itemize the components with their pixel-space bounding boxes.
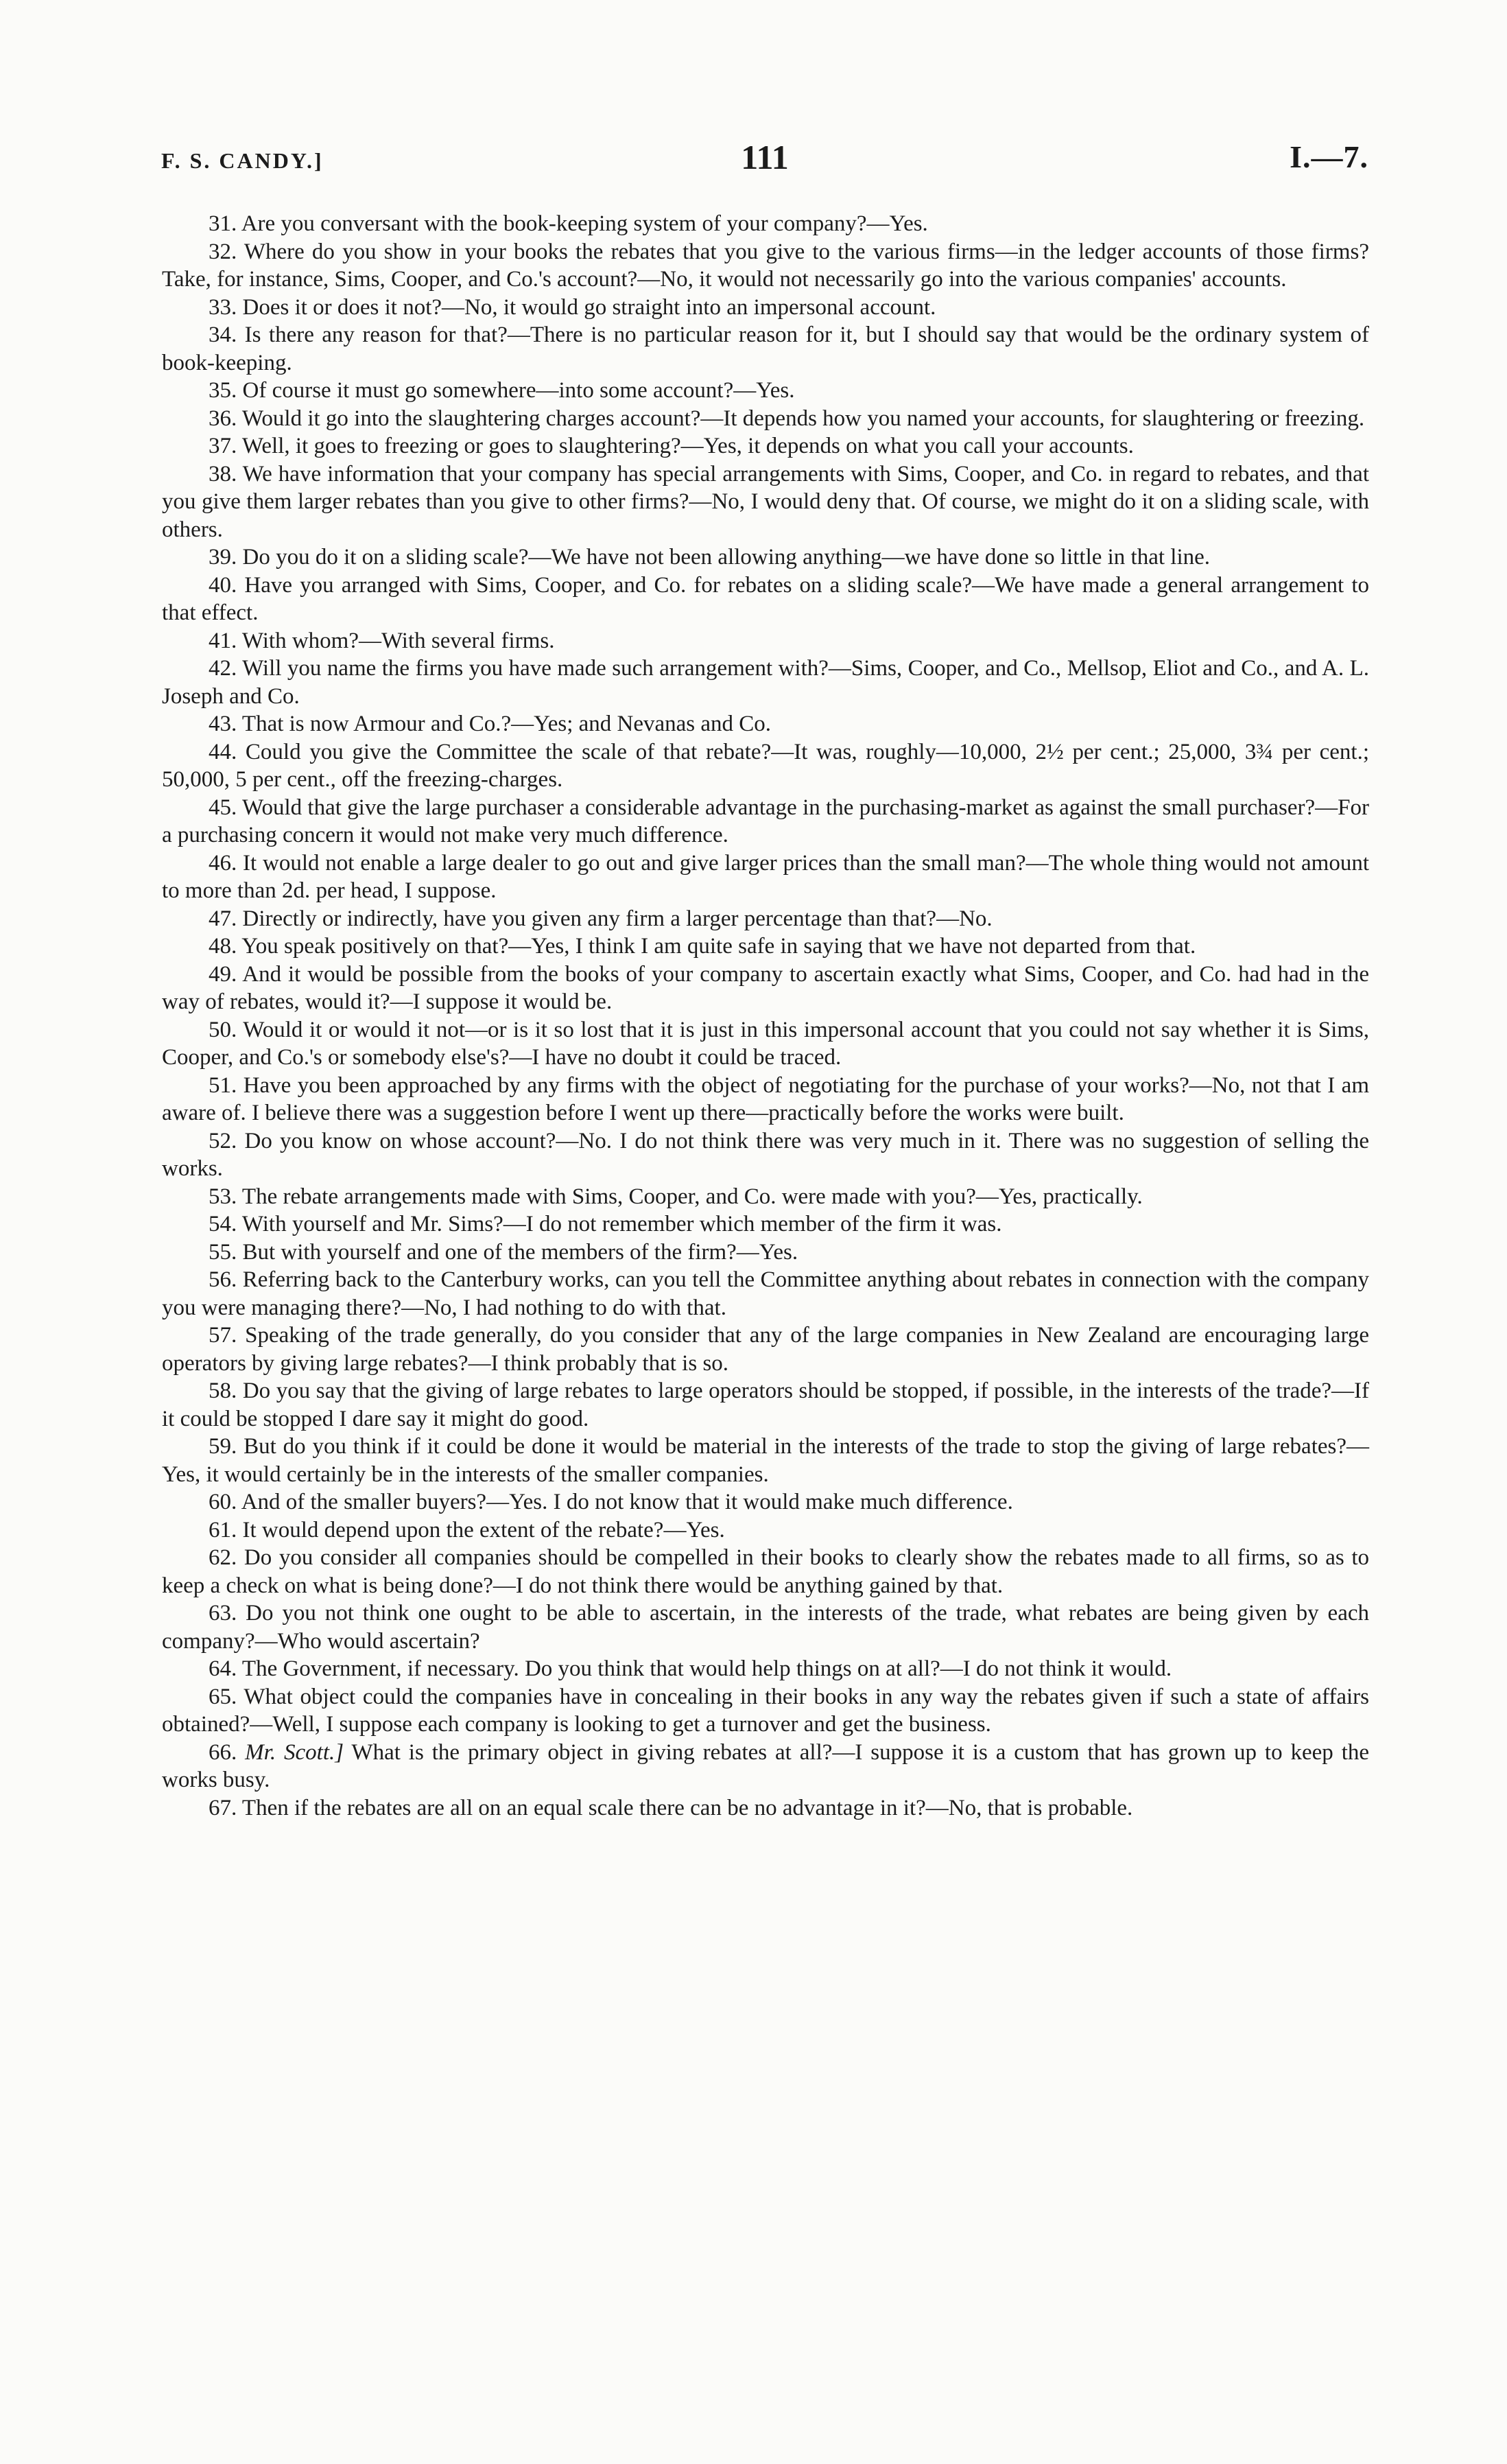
question-text: What object could the companies have in concealing in their books in any way the rebates given if such a state of affairs obtained?—Well, I suppose each company is looking to get a turnover and get the business. <box>162 1684 1370 1737</box>
question-number: 35. <box>209 378 237 403</box>
question-number: 44. <box>209 739 237 764</box>
question-text: Where do you show in your books the rebates that you give to the various firms—in the ledger accounts of those firms? Take, for instance, Sims, Cooper, and Co.'s account?—No, it would not necessarily go into the various companies' accounts. <box>162 239 1370 292</box>
page-number: 111 <box>741 138 789 176</box>
question-text: Will you name the firms you have made such arrangement with?—Sims, Cooper, and Co., Mellsop, Eliot and Co., and A. L. Joseph and Co. <box>162 656 1369 709</box>
question-text: Are you conversant with the book-keeping system of your company?—Yes. <box>241 211 928 236</box>
qa-entry <box>162 321 1369 377</box>
question-text: Of course it must go somewhere—into some account?—Yes. <box>242 378 795 403</box>
question-number: 65. <box>209 1684 237 1709</box>
qa-entry <box>162 405 1369 433</box>
question-text: With yourself and Mr. Sims?—I do not remember which member of the firm it was. <box>241 1212 1002 1236</box>
question-number: 33. <box>209 294 237 320</box>
question-text: You speak positively on that?—Yes, I think I am quite safe in saying that we have not departed from that. <box>241 934 1196 959</box>
question-text: The rebate arrangements made with Sims, Cooper, and Co. were made with you?—Yes, practically. <box>241 1184 1143 1209</box>
qa-entry <box>162 849 1369 905</box>
question-text: But do you think if it could be done it would be material in the interests of the trade to stop the giving of large rebates?—Yes, it would certainly be in the interests of the smaller companies. <box>162 1434 1370 1487</box>
question-text: We have information that your company has special arrangements with Sims, Cooper, and Co. in regard to rebates, and that you give them larger rebates than you give to other firms?—No, I would deny that. Of course, we might do it on a sliding scale, with others. <box>162 461 1369 542</box>
qa-entry <box>162 377 1369 405</box>
qa-entry <box>162 932 1369 961</box>
question-number: 60. <box>209 1490 237 1514</box>
qa-entry <box>162 1266 1369 1322</box>
qa-entry <box>162 710 1369 738</box>
speaker-attribution: Mr. Scott.] <box>245 1739 344 1765</box>
question-number: 48. <box>209 934 237 959</box>
question-number: 51. <box>209 1072 237 1098</box>
question-text: Directly or indirectly, have you given any firm a larger percentage than that?—No. <box>242 906 993 931</box>
qa-entry <box>162 1739 1369 1794</box>
question-number: 37. <box>209 434 237 458</box>
qa-entry <box>162 655 1369 710</box>
qa-entry <box>162 1683 1369 1739</box>
question-text: Do you know on whose account?—No. I do not think there was very much in it. There was no suggestion of selling the works. <box>162 1128 1369 1181</box>
question-number: 43. <box>209 712 237 736</box>
qa-entry <box>162 1239 1369 1267</box>
question-text: Could you give the Committee the scale of that rebate?—It was, roughly—10,000, 2½ per cent.; 25,000, 3¾ per cent.; 50,000, 5 per cent., off the freezing-charges. <box>162 739 1369 792</box>
qa-entry <box>162 1599 1369 1655</box>
question-text: That is now Armour and Co.?—Yes; and Nevanas and Co. <box>241 712 772 736</box>
question-text: Have you been approached by any firms with the object of negotiating for the purchase of your works?—No, not that I am aware of. I believe there was a suggestion before I went up there—practically before the works were built. <box>162 1072 1369 1125</box>
question-number: 55. <box>209 1239 237 1265</box>
qa-entry <box>162 294 1369 322</box>
question-text: Would it or would it not—or is it so lost that it is just in this impersonal account that you could not say whether it is Sims, Cooper, and Co.'s or somebody else's?—I have no doubt it could be traced. <box>162 1017 1369 1070</box>
qa-entry <box>162 1433 1369 1488</box>
question-text: Do you consider all companies should be compelled in their books to clearly show the rebates made to all firms, so as to keep a check on what is being done?—I do not think there would be anything gained by that. <box>162 1545 1370 1598</box>
qa-entry <box>162 738 1369 794</box>
question-number: 57. <box>209 1323 237 1348</box>
question-number: 66. <box>209 1739 237 1765</box>
qa-entry <box>162 1544 1369 1599</box>
question-number: 56. <box>209 1267 237 1292</box>
question-number: 59. <box>209 1434 237 1459</box>
qa-entry <box>162 1016 1369 1072</box>
question-number: 50. <box>209 1017 237 1042</box>
question-text: But with yourself and one of the members of the firm?—Yes. <box>242 1239 798 1265</box>
question-number: 52. <box>209 1128 237 1153</box>
question-number: 67. <box>209 1795 237 1820</box>
section-reference: I.—7. <box>1290 139 1368 174</box>
question-text: Referring back to the Canterbury works, can you tell the Committee anything about rebates in connection with the company you were managing there?—No, I had nothing to do with that. <box>162 1267 1370 1320</box>
question-number: 61. <box>209 1517 237 1542</box>
qa-entry <box>162 905 1369 933</box>
question-number: 38. <box>209 461 237 486</box>
qa-entry <box>162 1794 1369 1822</box>
question-number: 39. <box>209 545 237 570</box>
qa-entry <box>162 961 1369 1016</box>
qa-entry <box>162 794 1369 849</box>
question-text: And it would be possible from the books of your company to ascertain exactly what Sims, Cooper, and Co. had had in the way of rebates, would it?—I suppose it would be. <box>162 961 1369 1014</box>
question-text: Then if the rebates are all on an equal scale there can be no advantage in it?—No, that is probable. <box>241 1795 1133 1820</box>
qa-entry <box>162 460 1369 544</box>
question-text: Does it or does it not?—No, it would go straight into an impersonal account. <box>242 294 936 320</box>
question-text: And of the smaller buyers?—Yes. I do not know that it would make much difference. <box>241 1490 1013 1514</box>
question-text: Would that give the large purchaser a considerable advantage in the purchasing-market as against the small purchaser?—For a purchasing concern it would not make very much difference. <box>162 795 1370 847</box>
question-text: Do you not think one ought to be able to ascertain, in the interests of the trade, what rebates are being given by each company?—Who would ascertain? <box>162 1601 1370 1654</box>
question-number: 36. <box>209 406 237 431</box>
qa-entry <box>162 432 1369 460</box>
qa-entry <box>162 1210 1369 1239</box>
question-number: 54. <box>209 1212 237 1236</box>
question-number: 41. <box>209 628 237 653</box>
page-header <box>161 134 1368 183</box>
question-text: The Government, if necessary. Do you think that would help things on at all?—I do not think it would. <box>241 1656 1172 1681</box>
question-text: Well, it goes to freezing or goes to slaughtering?—Yes, it depends on what you call your accounts. <box>241 434 1134 458</box>
question-number: 58. <box>209 1378 237 1403</box>
question-text: Speaking of the trade generally, do you consider that any of the large companies in New Zealand are encouraging large operators by giving large rebates?—I think probably that is so. <box>162 1323 1370 1376</box>
qa-entry <box>162 627 1369 655</box>
qa-entry <box>162 1072 1369 1127</box>
question-number: 46. <box>209 850 237 876</box>
qa-entry <box>162 1377 1369 1433</box>
question-number: 62. <box>209 1545 237 1570</box>
qa-entry <box>162 1127 1369 1183</box>
question-text: Do you say that the giving of large rebates to large operators should be stopped, if possible, in the interests of the trade?—If it could be stopped I dare say it might do good. <box>162 1378 1370 1431</box>
qa-entry <box>162 1488 1369 1516</box>
testimony-body <box>162 210 1369 1822</box>
question-number: 63. <box>209 1601 237 1626</box>
question-text: Would it go into the slaughtering charges account?—It depends how you named your accounts, for slaughtering or freezing. <box>241 406 1365 431</box>
question-text: Is there any reason for that?—There is no particular reason for it, but I should say that would be the ordinary system of book-keeping. <box>162 322 1370 375</box>
question-number: 49. <box>209 961 237 987</box>
question-number: 53. <box>209 1184 237 1209</box>
question-text: Do you do it on a sliding scale?—We have not been allowing anything—we have done so little in that line. <box>242 545 1211 570</box>
question-number: 40. <box>209 572 237 598</box>
question-text: With whom?—With several firms. <box>241 628 555 653</box>
qa-entry <box>162 543 1369 572</box>
question-number: 64. <box>209 1656 237 1681</box>
qa-entry <box>162 210 1369 238</box>
question-text: It would not enable a large dealer to go out and give larger prices than the small man?—The whole thing would not amount to more than 2d. per head, I suppose. <box>162 850 1369 903</box>
question-number: 47. <box>209 906 237 931</box>
qa-entry <box>162 1655 1369 1683</box>
question-text: It would depend upon the extent of the rebate?—Yes. <box>242 1517 725 1542</box>
qa-entry <box>162 1516 1369 1545</box>
question-number: 34. <box>209 322 237 347</box>
question-number: 42. <box>209 656 237 681</box>
question-text: What is the primary object in giving rebates at all?—I suppose it is a custom that has grown up to keep the works busy. <box>162 1739 1370 1792</box>
qa-entry <box>162 1183 1369 1211</box>
question-number: 45. <box>209 795 237 820</box>
question-number: 32. <box>209 239 237 264</box>
qa-entry <box>162 572 1369 627</box>
witness-name: F. S. CANDY.] <box>161 148 324 173</box>
qa-entry <box>162 238 1369 294</box>
qa-entry <box>162 1322 1369 1377</box>
question-number: 31. <box>209 211 237 236</box>
question-text: Have you arranged with Sims, Cooper, and Co. for rebates on a sliding scale?—We have made a general arrangement to that effect. <box>162 572 1370 625</box>
